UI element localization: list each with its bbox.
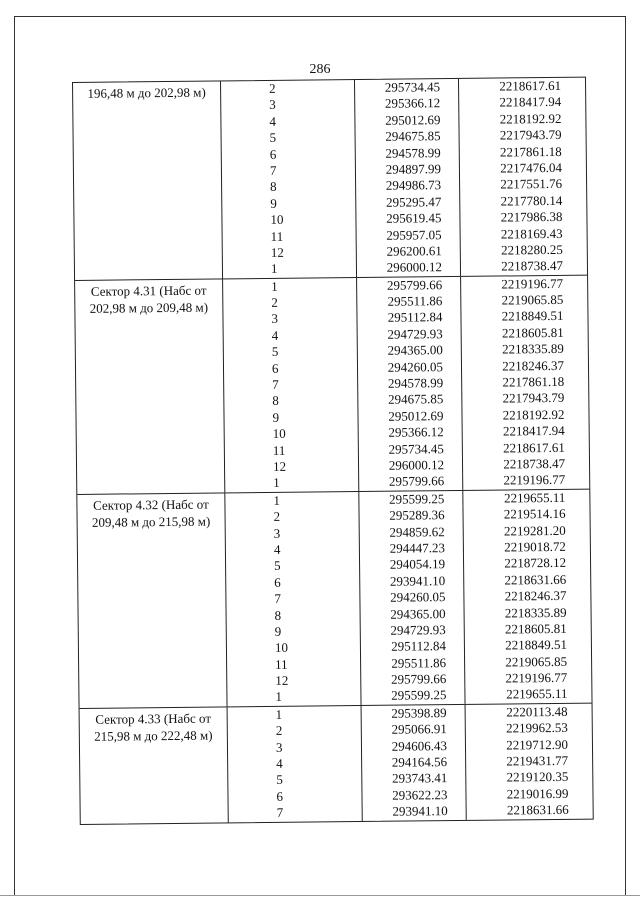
y-coordinate: 2218335.89 [504, 604, 567, 620]
point-number: 9 [222, 195, 356, 213]
point-number: 12 [223, 244, 357, 262]
point-number: 10 [227, 639, 361, 657]
x-coordinate: 294164.56 [362, 754, 466, 771]
y-coordinate: 2219281.20 [503, 522, 566, 539]
x-coordinate: 294260.05 [358, 359, 462, 376]
point-number: 11 [225, 442, 359, 460]
x-coordinate: 294578.99 [356, 145, 460, 162]
point-number: 10 [225, 425, 359, 443]
point-number: 1 [225, 492, 359, 510]
y-coordinate: 2218738.47 [503, 455, 566, 472]
y-coordinate: 2218280.25 [500, 241, 563, 258]
x-coordinate: 295366.12 [359, 424, 463, 441]
x-coordinate: 295799.66 [361, 671, 465, 688]
point-number: 4 [221, 113, 355, 131]
sector-label: Сектор 4.31 (Набс от 202,98 м до 209,48 м) [75, 279, 225, 494]
sector-section [77, 489, 591, 708]
sector-section [80, 703, 593, 823]
point-number: 8 [222, 178, 356, 196]
y-coordinate: 2218417.94 [502, 423, 565, 439]
point-number: 3 [221, 96, 355, 114]
y-coordinate: 2218169.43 [500, 225, 563, 242]
x-coordinate: 295112.84 [361, 638, 465, 655]
y-coordinate: 2219065.85 [501, 291, 564, 308]
point-number: 2 [225, 508, 359, 526]
x-coordinate: 294986.73 [356, 177, 460, 194]
y-coordinate: 2217476.04 [500, 159, 562, 176]
x-coordinate: 294447.23 [360, 540, 464, 557]
point-number: 2 [223, 294, 357, 312]
point-number: 4 [228, 755, 362, 773]
y-coordinate: 2218617.61 [503, 439, 565, 456]
point-number: 2 [228, 722, 362, 740]
y-coordinate: 2220113.48 [506, 703, 568, 720]
sector-label: 196,48 м до 202,98 м) [73, 81, 223, 279]
point-number: 5 [224, 343, 358, 361]
x-coordinate: 295398.89 [362, 705, 466, 722]
coordinates-table [72, 77, 594, 825]
y-coordinate: 2217861.18 [502, 373, 565, 390]
x-coordinate: 294260.05 [360, 589, 464, 606]
y-coordinate: 2218849.51 [505, 637, 567, 653]
x-coordinate: 294729.93 [358, 326, 462, 343]
y-coordinate: 2219962.53 [505, 720, 568, 736]
x-coordinate: 293941.10 [363, 803, 467, 820]
x-coordinate: 293743.41 [362, 770, 466, 787]
x-coordinate: 294675.85 [358, 391, 462, 408]
y-coordinate: 2219120.35 [506, 769, 569, 785]
y-coordinate: 2219712.90 [506, 736, 569, 753]
x-coordinate: 294675.85 [356, 128, 460, 145]
sector-rows [221, 78, 587, 278]
sector-label: Сектор 4.32 (Набс от 209,48 м до 215,98 м) [77, 493, 227, 708]
point-number: 5 [226, 557, 360, 575]
bottom-edge-line [0, 895, 640, 896]
table-row [229, 802, 593, 822]
x-coordinate: 295734.45 [355, 79, 459, 96]
y-coordinate: 2218605.81 [501, 324, 564, 341]
x-coordinate: 294365.00 [358, 342, 462, 359]
x-coordinate: 294365.00 [361, 605, 465, 622]
x-coordinate: 295734.45 [359, 441, 463, 458]
y-coordinate: 2217943.79 [502, 390, 565, 406]
sector-rows [225, 489, 591, 706]
y-coordinate: 2219655.11 [506, 686, 568, 702]
point-number: 3 [226, 525, 360, 543]
point-number: 9 [227, 623, 361, 641]
y-coordinate: 2217861.18 [499, 143, 562, 160]
point-number: 1 [223, 278, 357, 296]
point-number: 6 [226, 574, 360, 592]
point-number: 11 [223, 228, 357, 246]
y-coordinate: 2218192.92 [502, 406, 565, 423]
point-number: 4 [226, 541, 360, 559]
x-coordinate: 295957.05 [357, 226, 461, 243]
y-coordinate: 2218631.66 [506, 802, 569, 818]
point-number: 8 [227, 607, 361, 625]
y-coordinate: 2218728.12 [504, 555, 567, 571]
x-coordinate: 295112.84 [357, 309, 461, 326]
x-coordinate: 296000.12 [357, 259, 461, 276]
y-coordinate: 2218617.61 [499, 77, 562, 94]
x-coordinate: 295012.69 [358, 408, 462, 425]
y-coordinate: 2218246.37 [502, 357, 565, 374]
sector-label: Сектор 4.33 (Набс от 215,98 м до 222,48 м) [80, 707, 229, 823]
y-coordinate: 2218738.47 [501, 258, 564, 274]
point-number: 5 [228, 771, 362, 789]
y-coordinate: 2218192.92 [499, 110, 562, 127]
point-number: 7 [229, 804, 363, 822]
x-coordinate: 296200.61 [357, 243, 461, 260]
x-coordinate: 295012.69 [355, 112, 459, 129]
y-coordinate: 2217551.76 [500, 176, 563, 192]
x-coordinate: 295799.66 [359, 473, 463, 490]
point-number: 6 [222, 146, 356, 164]
x-coordinate: 295511.86 [357, 293, 461, 310]
sector-section [73, 78, 587, 281]
y-coordinate: 2219514.16 [503, 506, 566, 522]
x-coordinate: 295599.25 [361, 687, 465, 704]
x-coordinate: 296000.12 [359, 457, 463, 474]
point-number: 11 [227, 656, 361, 674]
y-coordinate: 2218417.94 [499, 94, 562, 110]
y-coordinate: 2217986.38 [500, 208, 563, 225]
point-number: 7 [226, 590, 360, 608]
y-coordinate: 2218605.81 [504, 620, 567, 637]
point-number: 2 [221, 80, 355, 98]
y-coordinate: 2219016.99 [506, 785, 569, 802]
x-coordinate: 295366.12 [355, 95, 459, 112]
point-number: 1 [228, 706, 362, 724]
y-coordinate: 2219065.85 [505, 653, 568, 670]
sector-section [75, 275, 589, 494]
x-coordinate: 294054.19 [360, 556, 464, 573]
x-coordinate: 295599.25 [359, 491, 463, 508]
x-coordinate: 294859.62 [360, 523, 464, 540]
point-number: 6 [224, 360, 358, 378]
point-number: 1 [223, 260, 357, 278]
x-coordinate: 295295.47 [356, 194, 460, 211]
x-coordinate: 295619.45 [356, 210, 460, 227]
page-number: 286 [309, 62, 331, 77]
y-coordinate: 2217943.79 [499, 127, 562, 143]
y-coordinate: 2219018.72 [504, 538, 566, 555]
y-coordinate: 2218335.89 [501, 341, 564, 357]
x-coordinate: 294578.99 [358, 375, 462, 392]
point-number: 1 [227, 688, 361, 706]
y-coordinate: 2218631.66 [504, 571, 567, 588]
y-coordinate: 2219655.11 [504, 489, 566, 506]
point-number: 1 [225, 474, 359, 492]
point-number: 8 [224, 392, 358, 410]
x-coordinate: 294729.93 [361, 622, 465, 639]
point-number: 7 [222, 162, 356, 180]
y-coordinate: 2219196.77 [501, 275, 564, 292]
x-coordinate: 293941.10 [360, 573, 464, 590]
x-coordinate: 295066.91 [362, 721, 466, 738]
point-number: 10 [222, 211, 356, 229]
point-number: 3 [223, 310, 357, 328]
y-coordinate: 2218246.37 [504, 587, 567, 604]
x-coordinate: 295511.86 [361, 655, 465, 672]
y-coordinate: 2217780.14 [500, 192, 563, 209]
y-coordinate: 2219196.77 [505, 669, 568, 686]
point-number: 4 [224, 327, 358, 345]
x-coordinate: 295799.66 [357, 277, 461, 294]
point-number: 9 [224, 409, 358, 427]
y-coordinate: 2218849.51 [501, 308, 564, 324]
point-number: 12 [225, 458, 359, 476]
point-number: 6 [228, 788, 362, 806]
y-coordinate: 2219196.77 [503, 472, 566, 488]
y-coordinate: 2219431.77 [506, 752, 569, 769]
point-number: 12 [227, 672, 361, 690]
sector-rows [228, 703, 593, 822]
x-coordinate: 295289.36 [359, 507, 463, 524]
sector-rows [223, 275, 589, 492]
point-number: 7 [224, 376, 358, 394]
point-number: 5 [222, 129, 356, 147]
x-coordinate: 294606.43 [362, 738, 466, 755]
x-coordinate: 294897.99 [356, 161, 460, 178]
point-number: 3 [228, 739, 362, 757]
x-coordinate: 293622.23 [362, 787, 466, 804]
